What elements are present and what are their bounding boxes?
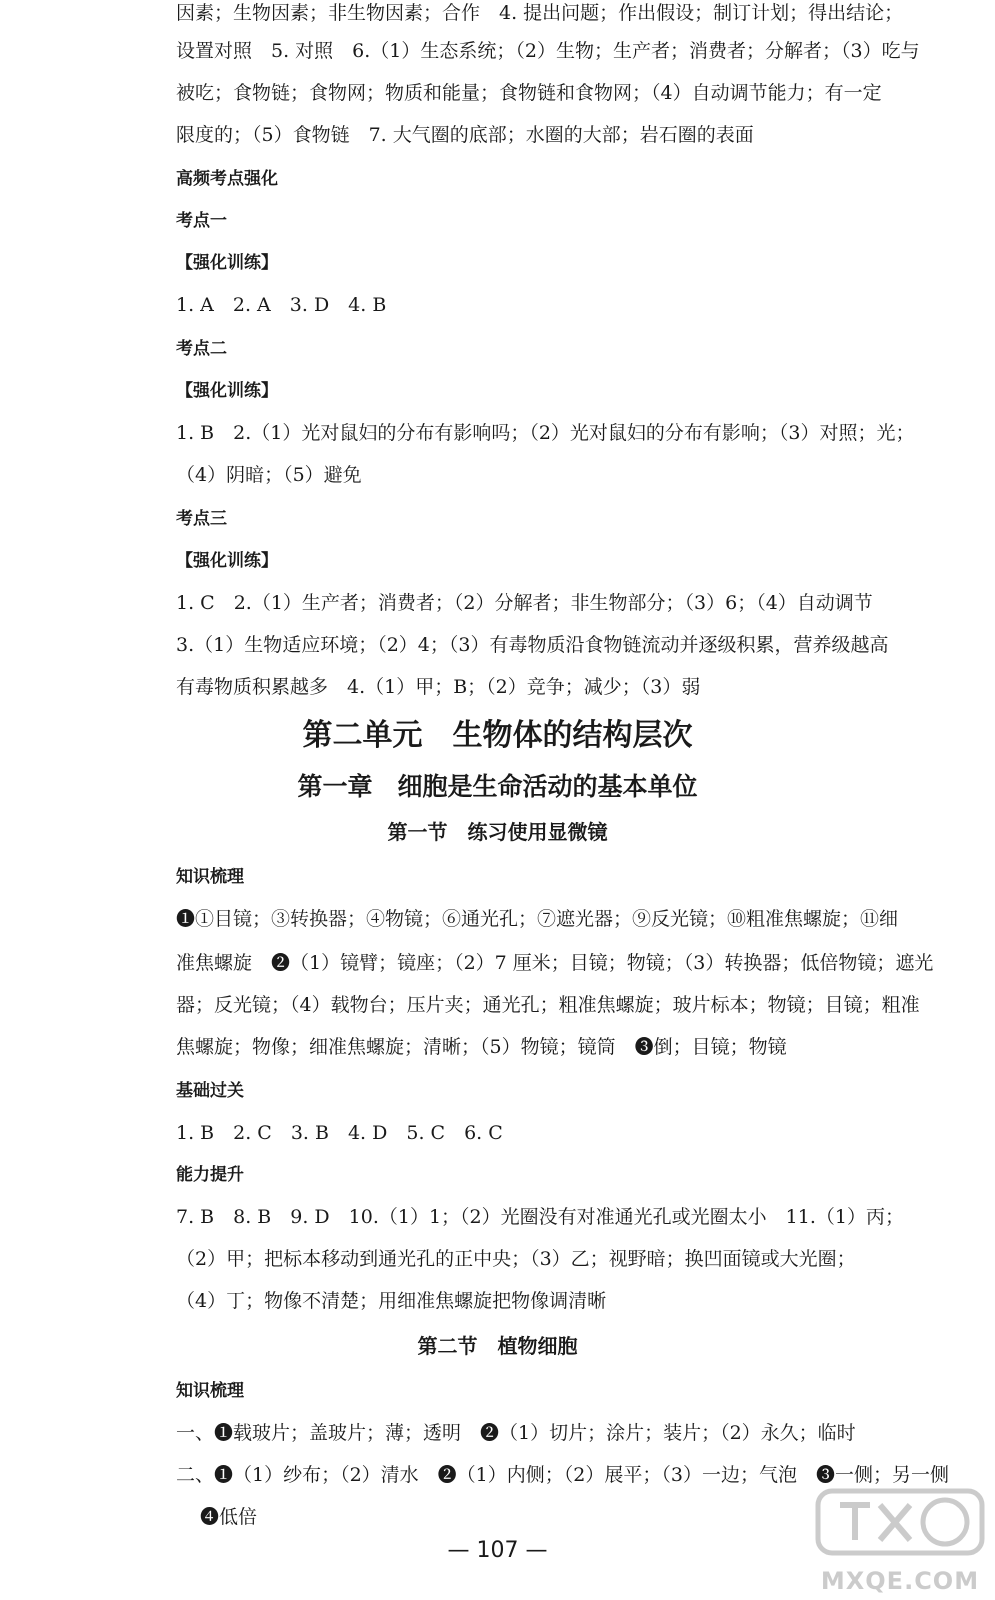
heading-kaodian-1: 考点一 — [176, 211, 227, 231]
watermark-logo-icon — [810, 1485, 990, 1565]
unit-title: 第二单元 生物体的结构层次 — [302, 718, 693, 753]
heading-zhishi-1: 知识梳理 — [176, 867, 244, 887]
answer-line: 1. C 2.（1）生产者；消费者；（2）分解者；非生物部分；（3）6；（4）自动调节 — [176, 592, 873, 614]
section-title: 第二节 植物细胞 — [417, 1334, 578, 1358]
answer-line: 焦螺旋；物像；细准焦螺旋；清晰；（5）物镜；镜筒 ❸倒；目镜；物镜 — [176, 1036, 787, 1058]
heading-qianghua-3: 【强化训练】 — [176, 551, 278, 571]
answer-line: 有毒物质积累越多 4.（1）甲；B；（2）竞争；减少；（3）弱 — [176, 676, 701, 698]
heading-zhishi-2: 知识梳理 — [176, 1381, 244, 1401]
answer-line: 3.（1）生物适应环境；（2）4；（3）有毒物质沿食物链流动并逐级积累，营养级越高 — [176, 634, 889, 656]
answer-line: 1. A 2. A 3. D 4. B — [176, 294, 387, 316]
answer-line: 被吃；食物链；食物网；物质和能量；食物链和食物网；（4）自动调节能力；有一定 — [176, 82, 882, 104]
answer-line: ❶①目镜；③转换器；④物镜；⑥通光孔；⑦遮光器；⑨反光镜；⑩粗准焦螺旋；⑪细 — [176, 908, 899, 930]
answer-line: 1. B 2.（1）光对鼠妇的分布有影响吗；（2）光对鼠妇的分布有影响；（3）对照；光； — [176, 422, 915, 444]
answer-line: （4）丁；物像不清楚；用细准焦螺旋把物像调清晰 — [176, 1290, 607, 1312]
answer-line: 因素；生物因素；非生物因素；合作 4. 提出问题；作出假设；制订计划；得出结论； — [176, 2, 904, 24]
heading-gaopin: 高频考点强化 — [176, 169, 278, 189]
chapter-title: 第一章 细胞是生命活动的基本单位 — [297, 772, 698, 801]
heading-jichu: 基础过关 — [176, 1081, 244, 1101]
watermark — [810, 1485, 990, 1595]
watermark-text: MXQE.COM — [820, 1567, 980, 1595]
answer-line: 二、❶（1）纱布；（2）清水 ❷（1）内侧；（2）展平；（3）一边；气泡 ❸一侧；另一侧 — [176, 1464, 949, 1486]
section-title: 第一节 练习使用显微镜 — [387, 820, 608, 844]
answer-line: （4）阴暗；（5）避免 — [176, 464, 362, 486]
answer-line: 设置对照 5. 对照 6.（1）生态系统；（2）生物；生产者；消费者；分解者；（3）吃与 — [176, 40, 920, 62]
heading-qianghua-2: 【强化训练】 — [176, 381, 278, 401]
heading-kaodian-3: 考点三 — [176, 509, 227, 529]
answer-line: 器；反光镜；（4）载物台；压片夹；通光孔；粗准焦螺旋；玻片标本；物镜；目镜；粗准 — [176, 994, 920, 1016]
answer-line: 7. B 8. B 9. D 10.（1）1；（2）光圈没有对准通光孔或光圈太小 11.（1）丙； — [176, 1206, 904, 1228]
answer-line: 一、❶载玻片；盖玻片；薄；透明 ❷（1）切片；涂片；装片；（2）永久；临时 — [176, 1422, 856, 1444]
answer-line: 准焦螺旋 ❷（1）镜臂；镜座；（2）7 厘米；目镜；物镜；（3）转换器；低倍物镜；遮光 — [176, 952, 934, 974]
answer-line: （2）甲；把标本移动到通光孔的正中央；（3）乙；视野暗；换凹面镜或大光圈； — [176, 1248, 856, 1270]
answer-line: 1. B 2. C 3. B 4. D 5. C 6. C — [176, 1122, 503, 1144]
heading-nengli: 能力提升 — [176, 1165, 244, 1185]
answer-line: 限度的；（5）食物链 7. 大气圈的底部；水圈的大部；岩石圈的表面 — [176, 124, 754, 146]
heading-qianghua-1: 【强化训练】 — [176, 253, 278, 273]
answer-line: ❹低倍 — [200, 1506, 258, 1528]
page-number: — 107 — — [447, 1538, 548, 1563]
heading-kaodian-2: 考点二 — [176, 339, 227, 359]
